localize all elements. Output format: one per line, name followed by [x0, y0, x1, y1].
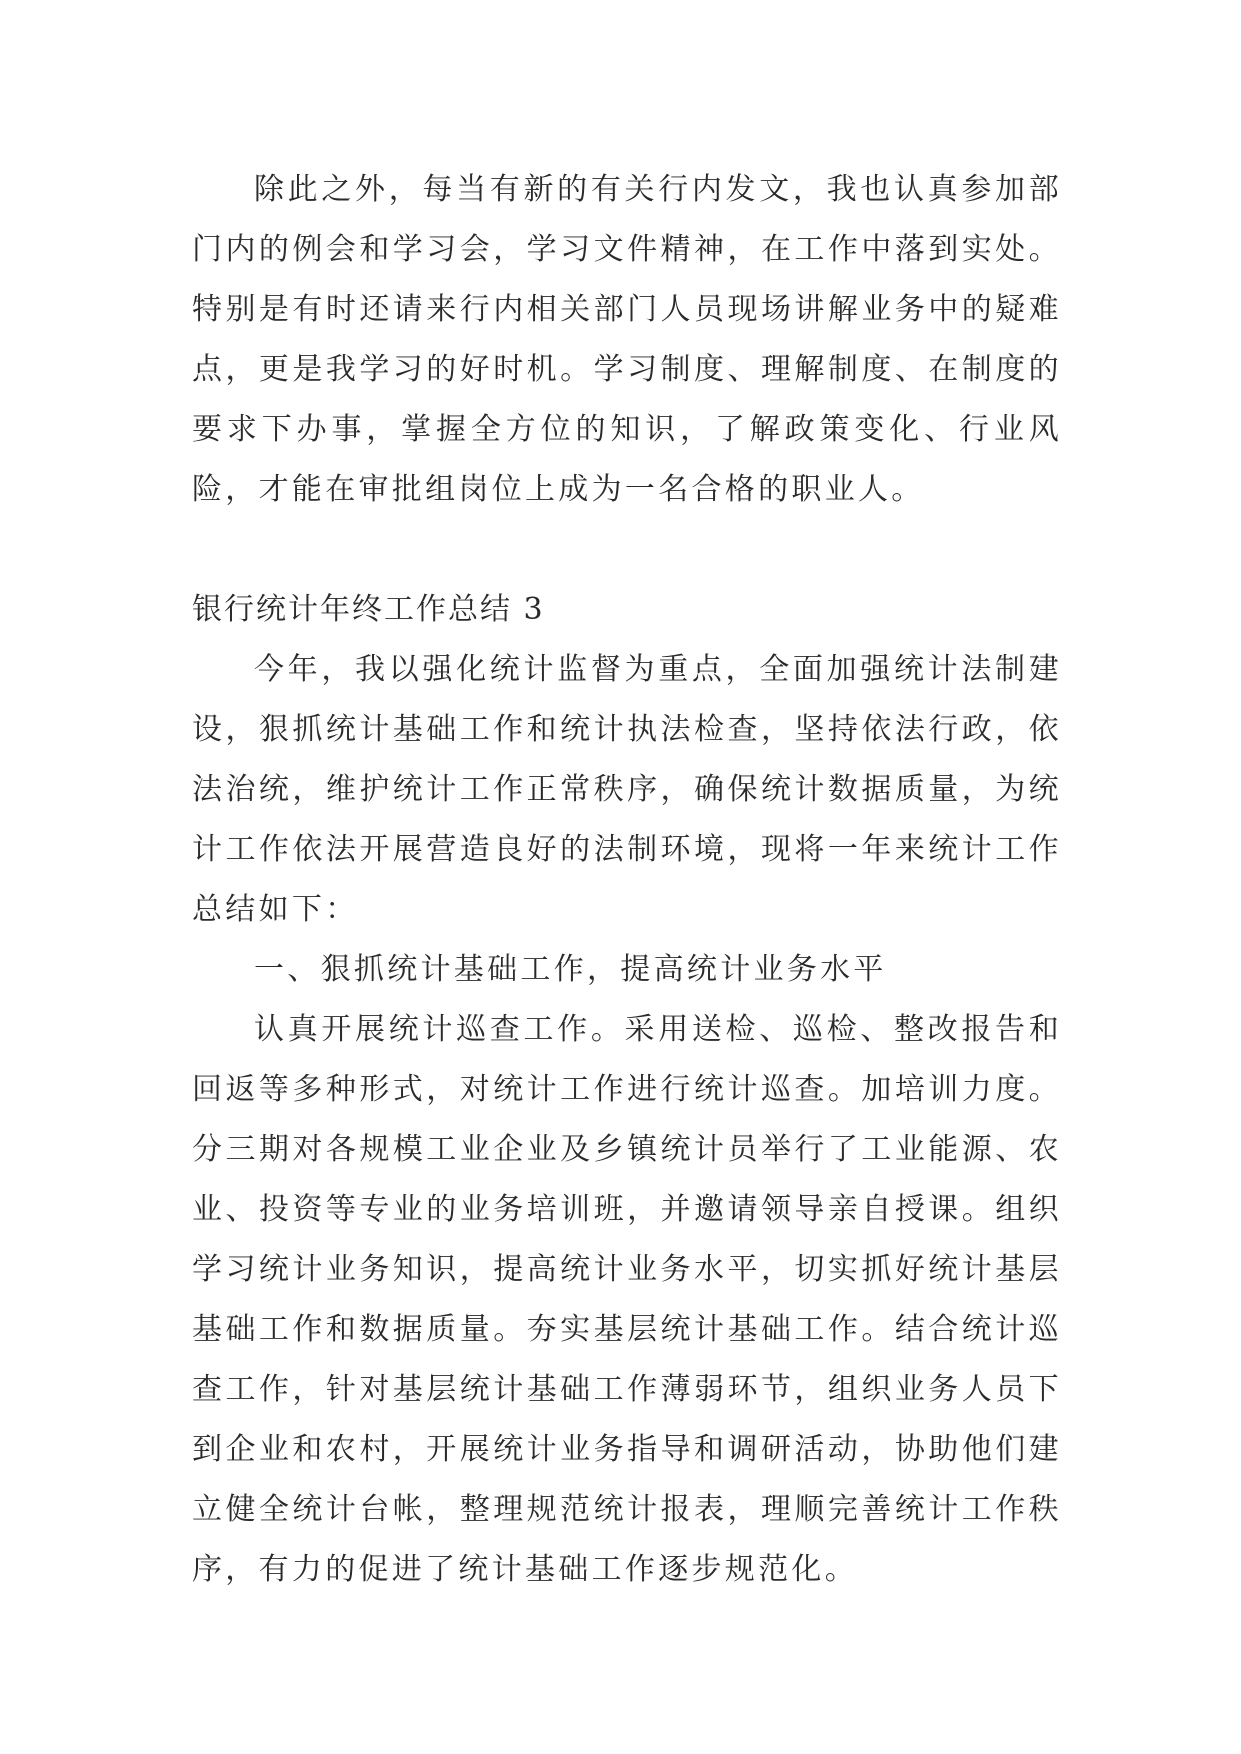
paragraph-study-regulations: 除此之外，每当有新的有关行内发文，我也认真参加部门内的例会和学习会，学习文件精神，在工作中落到实处。特别是有时还请来行内相关部门人员现场讲解业务中的疑难点，更是我学习的好时机。学习制度、理解制度、在制度的要求下办事，掌握全方位的知识，了解政策变化、行业风险，才能在审批组岗位上成为一名合格的职业人。 [192, 172, 1062, 507]
section-title: 银行统计年终工作总结 3 [192, 592, 545, 627]
document-body [192, 160, 1062, 1600]
paragraph-annual-summary-intro: 今年，我以强化统计监督为重点，全面加强统计法制建设，狠抓统计基础工作和统计执法检查，坚持依法行政，依法治统，维护统计工作正常秩序，确保统计数据质量，为统计工作依法开展营造良好的法制环境，现将一年来统计工作总结如下： [192, 652, 1062, 927]
subheading-statistics-basics: 一、狠抓统计基础工作，提高统计业务水平 [254, 952, 887, 987]
paragraph-statistics-inspection: 认真开展统计巡查工作。采用送检、巡检、整改报告和回返等多种形式，对统计工作进行统计巡查。加培训力度。分三期对各规模工业企业及乡镇统计员举行了工业能源、农业、投资等专业的业务培训班，并邀请领导亲自授课。组织学习统计业务知识，提高统计业务水平，切实抓好统计基层基础工作和数据质量。夯实基层统计基础工作。结合统计巡查工作，针对基层统计基础工作薄弱环节，组织业务人员下到企业和农村，开展统计业务指导和调研活动，协助他们建立健全统计台帐，整理规范统计报表，理顺完善统计工作秩序，有力的促进了统计基础工作逐步规范化。 [192, 1012, 1062, 1587]
